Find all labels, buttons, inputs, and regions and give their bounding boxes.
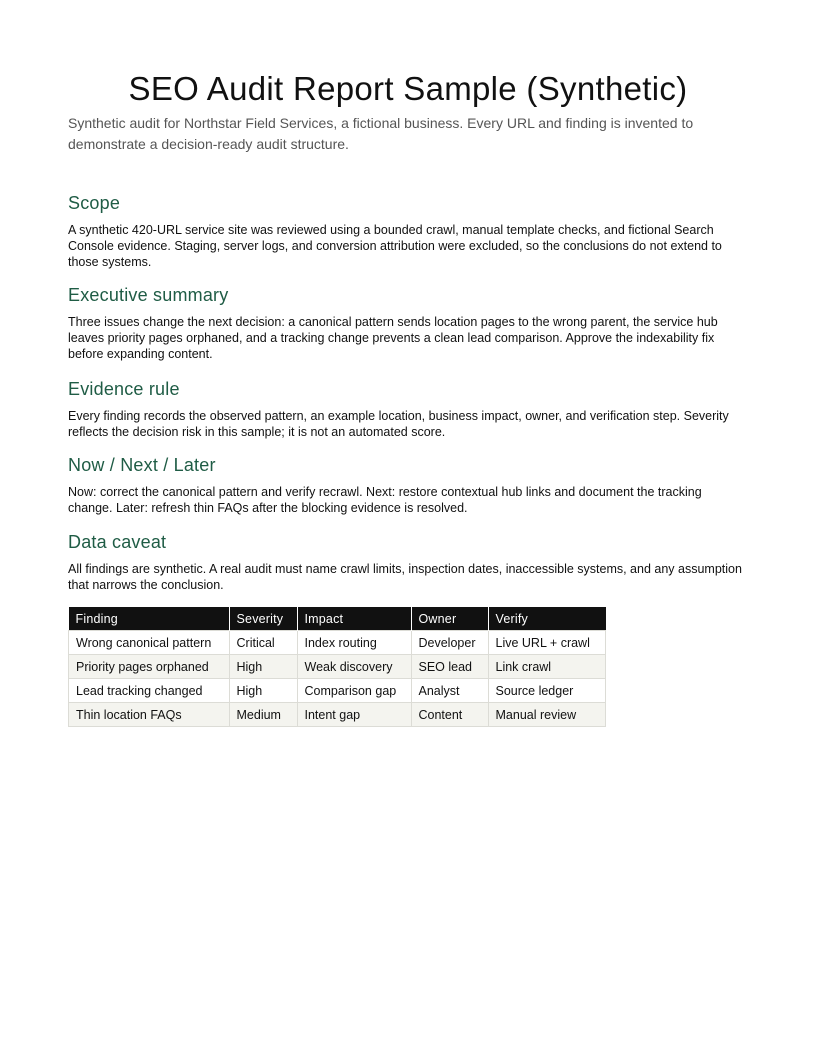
section-body-scope: A synthetic 420-URL service site was reviewed using a bounded crawl, manual template checks, and fictional Search Console evidence. Staging, server logs, and conversion attribution were excluded, so the conclusions do not extend to those systems. [68, 223, 722, 269]
cell-verify: Source ledger [488, 679, 606, 703]
cell-verify: Manual review [488, 703, 606, 727]
cell-severity: Medium [229, 703, 297, 727]
section-body-evidence-rule: Every finding records the observed pattern, an example location, business impact, owner, and verification step. Severity reflects the decision risk in this sample; it is not an automated score. [68, 409, 729, 439]
table-row [69, 703, 606, 727]
document-page [68, 0, 748, 727]
section-body-now-next-later: Now: correct the canonical pattern and verify recrawl. Next: restore contextual hub links and document the tracking change. Later: refresh thin FAQs after the blocking evidence is resolved. [68, 485, 702, 515]
cell-impact: Intent gap [297, 703, 411, 727]
document-subtitle: Synthetic audit for Northstar Field Services, a fictional business. Every URL and finding is invented to demonstrate a decision-ready audit structure. [68, 115, 694, 152]
table-row [69, 679, 606, 703]
section-executive-summary [68, 284, 748, 362]
column-header-owner: Owner [411, 607, 488, 631]
column-header-severity: Severity [229, 607, 297, 631]
cell-owner: Developer [411, 631, 488, 655]
cell-owner: SEO lead [411, 655, 488, 679]
section-evidence-rule [68, 378, 748, 440]
section-body-data-caveat: All findings are synthetic. A real audit must name crawl limits, inspection dates, inaccessible systems, and any assumption that narrows the conclusion. [68, 562, 742, 592]
section-now-next-later [68, 454, 748, 516]
section-scope [68, 192, 748, 270]
table-row [69, 631, 606, 655]
section-data-caveat [68, 531, 748, 593]
findings-table [68, 607, 606, 727]
cell-owner: Content [411, 703, 488, 727]
cell-verify: Live URL + crawl [488, 631, 606, 655]
cell-impact: Comparison gap [297, 679, 411, 703]
section-heading-executive-summary: Executive summary [68, 285, 229, 305]
cell-verify: Link crawl [488, 655, 606, 679]
cell-severity: High [229, 655, 297, 679]
cell-finding: Priority pages orphaned [69, 655, 230, 679]
column-header-finding: Finding [69, 607, 230, 631]
column-header-impact: Impact [297, 607, 411, 631]
cell-impact: Index routing [297, 631, 411, 655]
cell-severity: High [229, 679, 297, 703]
table-header-row [69, 607, 606, 631]
cell-impact: Weak discovery [297, 655, 411, 679]
section-heading-evidence-rule: Evidence rule [68, 379, 180, 399]
table-row [69, 655, 606, 679]
cell-owner: Analyst [411, 679, 488, 703]
cell-severity: Critical [229, 631, 297, 655]
cell-finding: Lead tracking changed [69, 679, 230, 703]
section-heading-scope: Scope [68, 193, 121, 213]
column-header-verify: Verify [488, 607, 606, 631]
cell-finding: Wrong canonical pattern [69, 631, 230, 655]
document-title: SEO Audit Report Sample (Synthetic) [128, 70, 688, 107]
section-heading-now-next-later: Now / Next / Later [68, 455, 216, 475]
cell-finding: Thin location FAQs [69, 703, 230, 727]
section-body-executive-summary: Three issues change the next decision: a canonical pattern sends location pages to the wrong parent, the service hub leaves priority pages orphaned, and a tracking change prevents a clean lead comparison. Approve the indexability fix before expanding content. [68, 315, 718, 361]
section-heading-data-caveat: Data caveat [68, 532, 167, 552]
